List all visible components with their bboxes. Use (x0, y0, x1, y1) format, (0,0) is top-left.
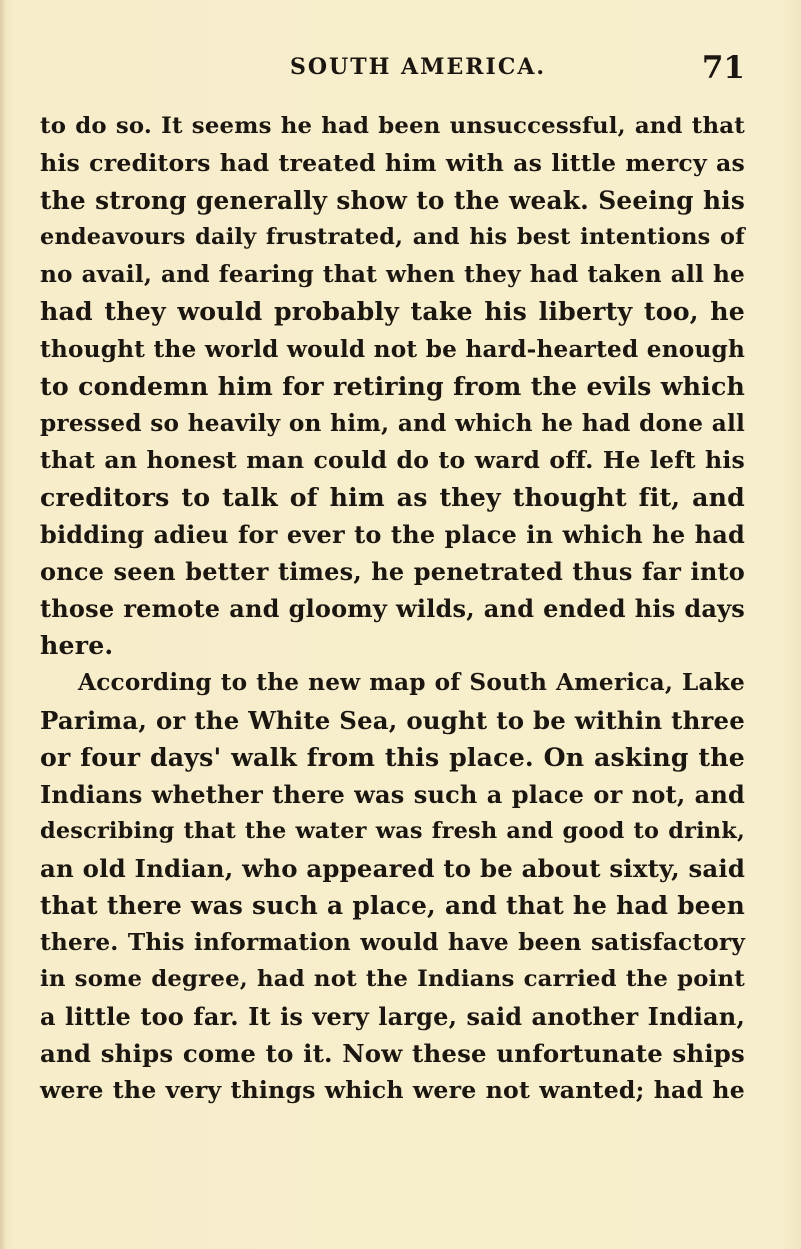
text-line: to condemn him for retiring from the evils which (40, 370, 745, 401)
text-line: Parima, or the White Sea, ought to be within three (40, 705, 745, 735)
text-line: those remote and gloomy wilds, and ended his days (40, 594, 745, 624)
page-number: 71 (701, 50, 745, 86)
text-line: once seen better times, he penetrated thus far into (40, 557, 745, 587)
text-line: that there was such a place, and that he had been (40, 890, 745, 920)
text-line: to do so. It seems he had been unsuccessful, and that (40, 113, 745, 139)
text-line: here. (40, 630, 114, 661)
gutter-shadow (0, 0, 6, 1249)
running-head (290, 50, 745, 90)
body-text (40, 108, 745, 1110)
text-line: According to the new map of South America, Lake (78, 669, 745, 697)
running-title: SOUTH AMERICA. (290, 54, 547, 80)
text-line: the strong generally show to the weak. Seeing his (40, 186, 745, 216)
text-line: and ships come to it. Now these unfortunate ships (40, 1039, 745, 1069)
text-line: no avail, and fearing that when they had taken all he (40, 261, 745, 289)
text-line: describing that the water was fresh and good to drink, (40, 817, 745, 844)
text-line: in some degree, had not the Indians carried the point (40, 966, 745, 993)
text-line: had they would probably take his liberty too, he (40, 296, 745, 327)
text-line: bidding adieu for ever to the place in which he had (40, 520, 745, 550)
text-line: endeavours daily frustrated, and his best intentions of (40, 224, 745, 251)
text-line: a little too far. It is very large, said another Indian, (40, 1002, 745, 1032)
text-line: an old Indian, who appeared to be about sixty, said (40, 853, 746, 883)
text-line: his creditors had treated him with as little mercy as (40, 149, 745, 178)
text-line: that an honest man could do to ward off. He left his (40, 445, 745, 474)
text-line: creditors to talk of him as they thought fit, and (40, 481, 745, 512)
text-line: Indians whether there was such a place or not, and (40, 779, 745, 809)
text-line: there. This information would have been satisfactory (40, 929, 745, 957)
text-line: pressed so heavily on him, and which he had done all (40, 409, 745, 437)
text-line: were the very things which were not wanted; had he (40, 1076, 745, 1105)
text-line: thought the world would not be hard-hearted enough (40, 335, 745, 363)
text-line: or four days' walk from this place. On asking the (40, 741, 745, 772)
